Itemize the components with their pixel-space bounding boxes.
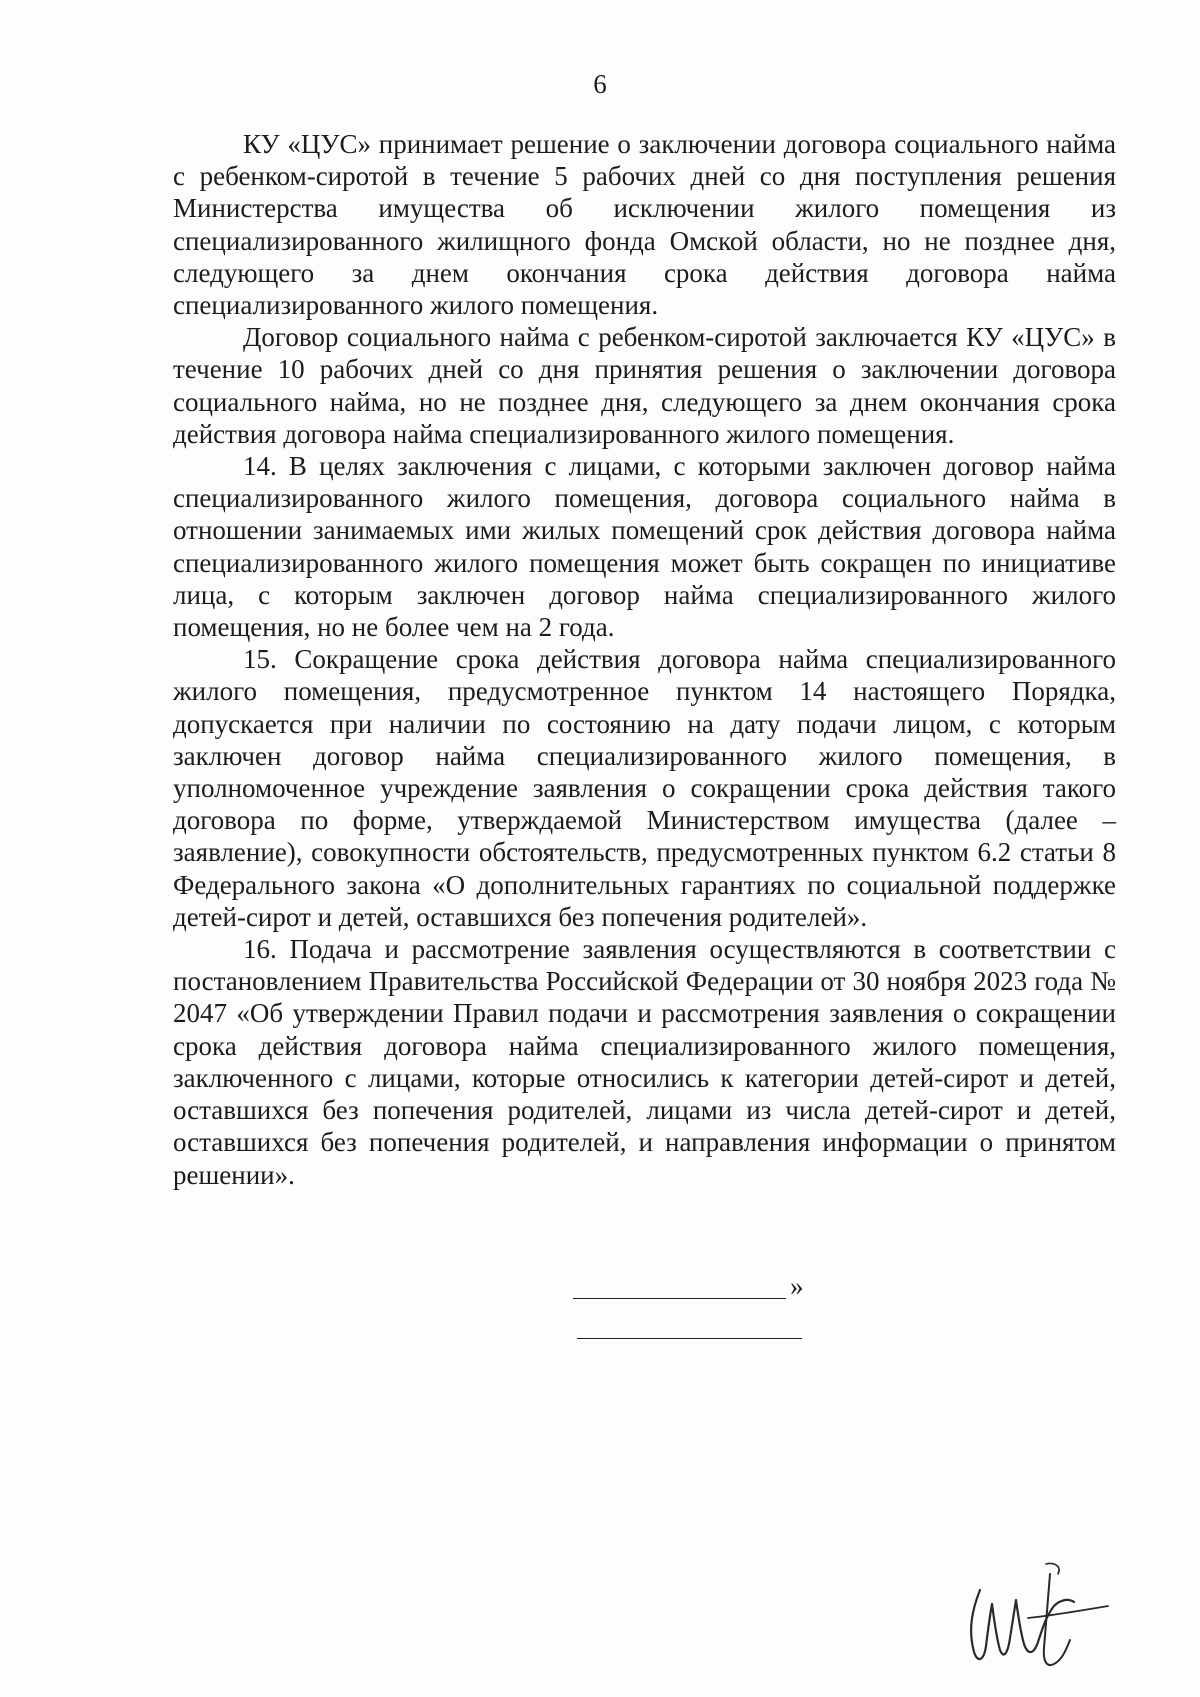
paragraph-item-16: 16. Подача и рассмотрение заявления осуществляются в соответствии с постановлением Правительства Российской Федерации от 30 ноября 2023 года № 2047 «Об утверждении Правил подачи и рассмотрения заявления о сокращении срока действия договора найма специализированного жилого помещения, заключенного с лицами, которые относились к категории детей-сирот и детей, оставшихся без попечения родителей, лицами из числа детей-сирот и детей, оставшихся без попечения родителей, и направления информации о принятом решении». [173,934,1116,1190]
closing-block [565,1268,825,1348]
closing-quote-mark: » [790,1271,804,1301]
document-body [173,128,1116,1191]
paragraph-contract-decision: КУ «ЦУС» принимает решение о заключении договора социального найма с ребенком-сиротой в течение 5 рабочих дней со дня поступления решения Министерства имущества об исключении жилого помещения из специализированного жилищного фонда Омской области, но не позднее дня, следующего за днем окончания срока действия договора найма специализированного жилого помещения. [173,129,1116,321]
paragraph-item-14: 14. В целях заключения с лицами, с которыми заключен договор найма специализированного жилого помещения, договора социального найма в отношении занимаемых ими жилых помещений срок действия договора найма специализированного жилого помещения может быть сокращен по инициативе лица, с которым заключен договор найма специализированного жилого помещения, но не более чем на 2 года. [173,451,1116,643]
closing-line-upper [573,1298,786,1299]
closing-line-lower [577,1338,802,1339]
signature-mark [958,1560,1118,1680]
paragraph-contract-conclusion: Договор социального найма с ребенком-сиротой заключается КУ «ЦУС» в течение 10 рабочих дней со дня принятия решения о заключении договора социального найма, но не позднее дня, следующего за днем окончания срока действия договора найма специализированного жилого помещения. [173,322,1116,449]
paragraph-item-15: 15. Сокращение срока действия договора найма специализированного жилого помещения, предусмотренное пунктом 14 настоящего Порядка, допускается при наличии по состоянию на дату подачи лицом, с которым заключен договор найма специализированного жилого помещения, в уполномоченное учреждение заявления о сокращении срока действия такого договора по форме, утверждаемой Министерством имущества (далее – заявление), совокупности обстоятельств, предусмотренных пунктом 6.2 статьи 8 Федерального закона «О дополнительных гарантиях по социальной поддержке детей-сирот и детей, оставшихся без попечения родителей». [173,644,1116,932]
page-number: 6 [593,69,607,99]
